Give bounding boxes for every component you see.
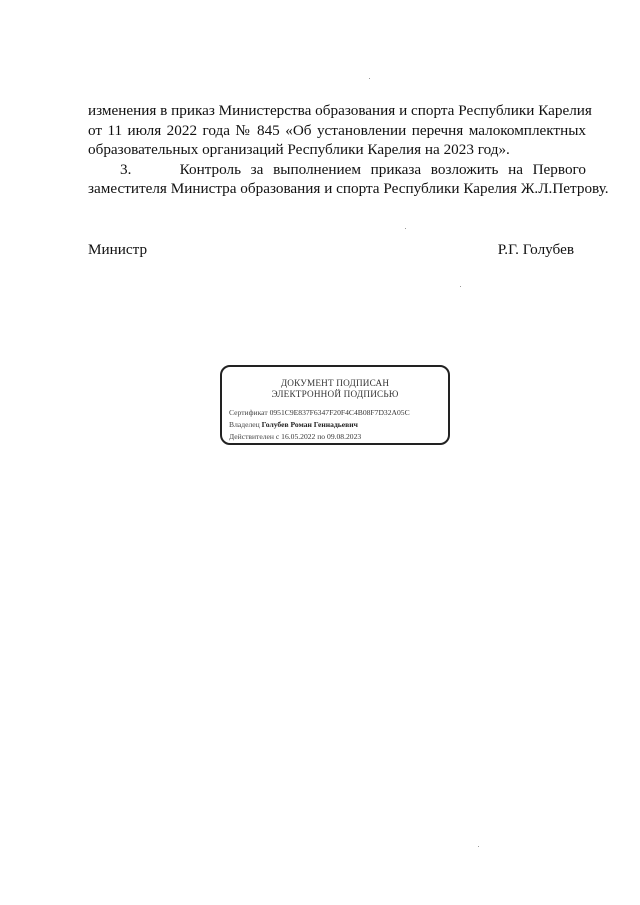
scan-speck [405,228,406,229]
owner-value: Голубев Роман Геннадьевич [261,420,358,429]
scan-speck [478,846,479,847]
scan-speck [369,78,370,79]
body-line-3: образовательных организаций Республики Карелия на 2023 год». [88,141,510,158]
stamp-certificate-row [229,408,410,417]
validity-from-label: с [275,432,280,441]
body-line-2: от 11 июля 2022 года № 845 «Об установлении перечня малокомплектных [88,121,586,139]
signatory-title: Министр [88,241,148,258]
electronic-signature-stamp [220,365,450,445]
stamp-validity-row [229,432,361,441]
paragraph-3-line-1 [88,160,586,180]
owner-label: Владелец [229,420,260,429]
certificate-label: Сертификат [229,408,268,417]
scan-speck [460,286,461,287]
certificate-value: 0951С9Е837F6347F20F4С4В08F7D32A05С [269,408,410,417]
stamp-header-line-2: ЭЛЕКТРОННОЙ ПОДПИСЬЮ [271,389,399,399]
paragraph-3-line-2: заместителя Министра образования и спорта Республики Карелия Ж.Л.Петрову. [88,180,609,197]
stamp-owner-row [229,420,358,429]
stamp-header-line-1: ДОКУМЕНТ ПОДПИСАН [280,378,390,388]
body-line-1: изменения в приказ Министерства образования и спорта Республики Карелия [88,102,592,119]
validity-from-date: 16.05.2022 [281,432,316,441]
validity-to-label: по [317,432,326,441]
order-text-block [88,101,609,199]
validity-to-date: 09.08.2023 [327,432,362,441]
paragraph-3-text: Контроль за выполнением приказа возложить на Первого [179,160,586,178]
validity-label: Действителен [229,432,274,441]
signatory-name: Р.Г. Голубев [497,241,574,258]
paragraph-3-number: 3. [120,160,132,178]
